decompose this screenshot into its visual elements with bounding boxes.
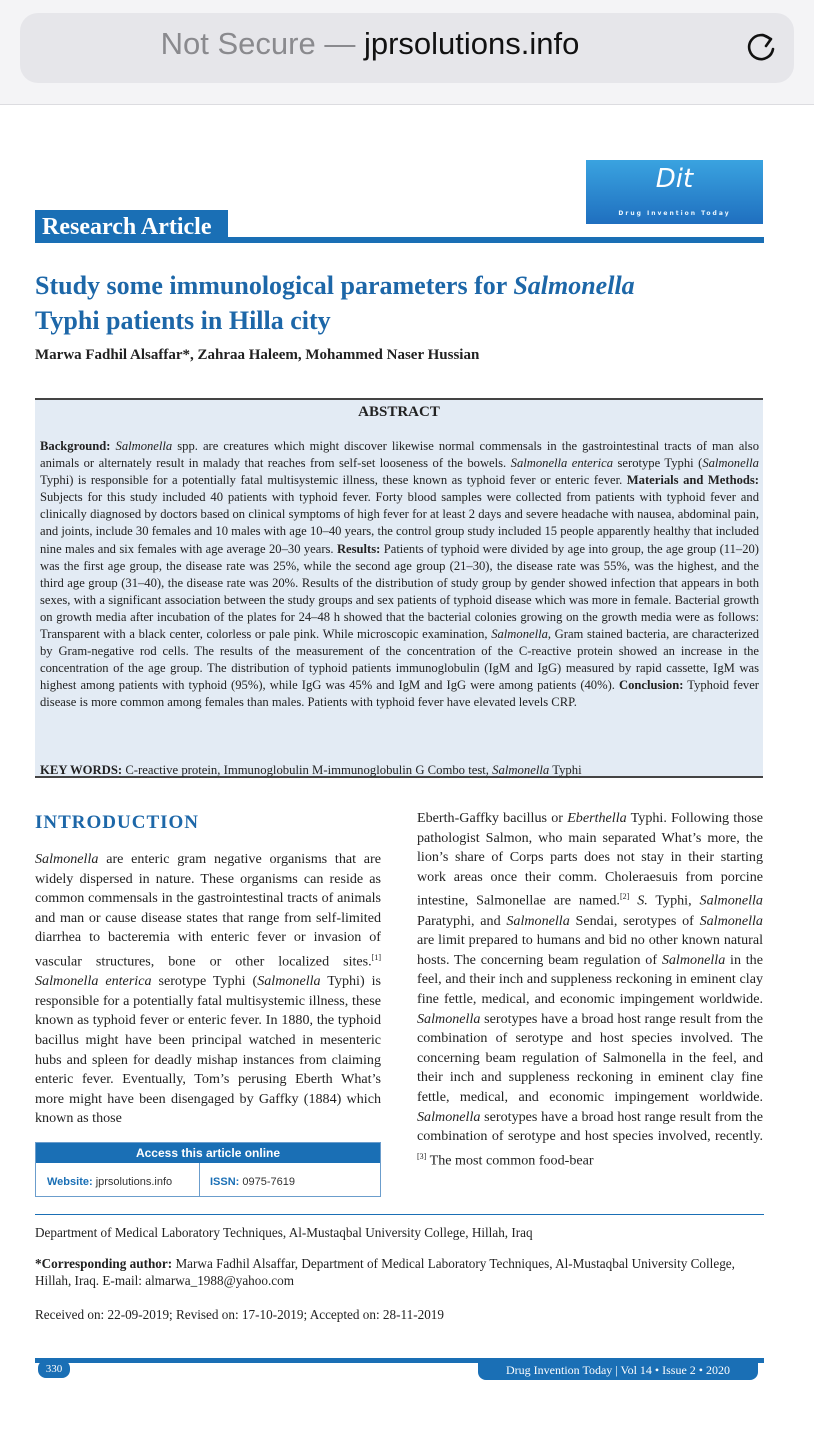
- intro-text: serotype Typhi (: [158, 973, 258, 990]
- results-text: Patients of typhoid were divided by age into group, the age group (11–20) was the first age group, the disease rate was 25%, while the second age group (21–30), the disease rate was 55%, was the highest, and the third age group (31–40), the disease rate was 20%. Results of the distribution of study group by gender showed infection that appears in both sexes, with a significant association between the study groups and sex patients of typhoid disease which was more in female. Bacterial growth on growth media after incubation of the plates for 24–48 h showed that the bacterial colonies growing on the growth media were as follows: Transparent with a black center, colorless or pale pink. While microscopic examination,: [40, 541, 760, 642]
- url-separator: —: [315, 26, 364, 61]
- page-number: 330: [38, 1360, 70, 1378]
- website-row: [47, 1176, 172, 1188]
- intro-text: serotypes have a broad host range result from the combination of serotype and host species involved. The concerning beam regulation of Salmonella in the feel, and their inch and suppleness reckoning in eminent clay fine fettle, medical, and economic impingement worldwide.: [417, 1010, 763, 1105]
- intro-text: Typhi) is responsible for a potentially fatal multisystemic illness, these known as typhoid fever or enteric fever. In 1880, the typhoid bacillus might have been principal watched in mesenteric hubs and spleen for deadly mishap instances from claiming enteric fever. Eventually, Tom’s perusing Eberth What’s more might have been disengaged by Gaffky (1884) which known as those: [35, 973, 381, 1127]
- issn-value: 0975-7619: [242, 1176, 296, 1188]
- intro-right-column: [417, 809, 763, 1171]
- logo-name: Dit: [655, 164, 694, 194]
- access-online-box: [35, 1142, 381, 1197]
- keywords-text: C-reactive protein, Immunoglobulin M-immunoglobulin G Combo test,: [125, 763, 489, 777]
- access-heading: Access this article online: [36, 1143, 380, 1163]
- abstract-box: [35, 398, 763, 778]
- citation[interactable]: [2]: [619, 892, 630, 902]
- title-italic: Salmonella: [513, 271, 635, 300]
- results-text2: , Gram stained bacteria, are characterized by Gram-negative rod cells. The results of the measurement of the concentration of the C-reactive protein showed an increase in the concentration of the age group. The distribution of typhoid patients immunoglobulin (IgM and IgG) measured by rapid cassette, IgM was highest among patients with typhoid (95%), while IgG was 45% and IgM and IgG were among patients (40%).: [40, 627, 760, 693]
- background-text2: serotype Typhi (: [617, 456, 703, 471]
- italic-term: Salmonella: [699, 893, 763, 910]
- intro-text: Eberth-Gaffky bacillus or: [417, 810, 563, 826]
- keywords-label: KEY WORDS:: [40, 763, 123, 777]
- url-text[interactable]: [20, 26, 720, 62]
- methods-text: Subjects for this study included 40 patients with typhoid fever. Forty blood samples were collected from patients with typhoid fever and clinically diagnosed by doctors based on clinical symptoms of high fever for at least 2 days and severe headache with nausea, abdominal pain, and joints, include 30 females and 10 males with age 10–40 years, the control group study included 15 people apparently healthy that included nine males and six females with age average 20–30 years.: [40, 490, 759, 556]
- keywords-end: Typhi: [552, 763, 582, 777]
- authors: Marwa Fadhil Alsaffar*, Zahraa Haleem, Mohammed Naser Hussian: [35, 347, 480, 363]
- italic-term: Salmonella: [699, 912, 763, 929]
- domain-label: jprsolutions.info: [363, 26, 580, 61]
- italic-term: Eberthella: [567, 810, 627, 826]
- background-text: spp. are creatures which might discover likewise normal commensals in the gastrointestinal tracts of man also animals or alternately result in malady that reaches from self-set looseness of the bowels.: [40, 439, 760, 471]
- italic-term: Salmonella: [417, 1108, 481, 1125]
- conclusion-text: Typhoid fever disease is more common among females than males. Patients with typhoid fever have elevated levels CRP.: [40, 678, 759, 710]
- reload-icon[interactable]: [744, 30, 778, 64]
- methods-label: Materials and Methods:: [626, 473, 759, 488]
- conclusion-label: Conclusion:: [619, 678, 684, 693]
- italic-term: Salmonella enterica: [35, 973, 152, 990]
- address-bar[interactable]: [20, 13, 794, 83]
- journal-logo: [586, 160, 763, 224]
- background-label: Background:: [40, 439, 111, 453]
- browser-toolbar: [0, 0, 814, 105]
- corr-label: *Corresponding author:: [35, 1256, 173, 1271]
- intro-heading: INTRODUCTION: [35, 812, 200, 833]
- italic-term: Salmonella: [35, 851, 99, 867]
- not-secure-label: Not Secure: [160, 26, 316, 61]
- affiliation: Department of Medical Laboratory Techniques, Al-Mustaqbal University College, Hillah, Iraq: [35, 1225, 533, 1240]
- intro-text: in the feel, and their inch and suppleness reckoning in eminent clay fine fettle, medical, and economic impingement worldwide.: [417, 951, 763, 1008]
- title-part1: Study some immunological parameters for: [35, 271, 514, 300]
- corresponding-author: [35, 1255, 764, 1289]
- italic-term: Salmonella: [257, 973, 321, 990]
- citation[interactable]: [1]: [371, 952, 381, 962]
- intro-text: Sendai, serotypes of: [575, 912, 694, 929]
- website-link[interactable]: jprsolutions.info: [95, 1176, 173, 1188]
- intro-text: serotypes have a broad host range result from the combination of serotype and host species involved, recently.: [417, 1108, 763, 1145]
- abstract-text: [40, 438, 759, 712]
- website-label: Website:: [47, 1176, 93, 1188]
- italic-term: Salmonella: [506, 912, 570, 929]
- footnote-separator: [35, 1214, 764, 1215]
- intro-text: Typhi,: [655, 893, 692, 910]
- italic-term: Salmonella: [661, 951, 726, 968]
- italic-term: Salmonella: [115, 439, 173, 453]
- issn-row: [210, 1176, 295, 1188]
- italic-term: Salmonella: [491, 627, 548, 642]
- dates: Received on: 22-09-2019; Revised on: 17-10-2019; Accepted on: 28-11-2019: [35, 1307, 444, 1322]
- background-text3: Typhi) is responsible for a potentially fatal multisystemic illness, these known as typhoid fever or enteric fever.: [40, 473, 623, 488]
- intro-text: are limit prepared to humans and bid no other known natural hosts. The concerning beam regulation of: [417, 932, 763, 968]
- intro-text: The most common food-bear: [429, 1152, 594, 1169]
- italic-term: Salmonella: [417, 1010, 481, 1027]
- intro-left-column: [35, 850, 381, 1129]
- intro-text: are enteric gram negative organisms that are widely dispersed in nature. These organisms can reside as common commensals in the gastrointestinal tracts of animals and man or cause disease states that range from self-limited diarrhea to bacteremia with enteric fever or invasion of vascular structures, bone or other localized sites.: [35, 851, 381, 970]
- italic-term: S.: [637, 893, 648, 910]
- italic-term: Salmonella: [492, 763, 550, 777]
- access-divider: [199, 1163, 200, 1196]
- italic-term: Salmonella enterica: [510, 456, 614, 471]
- abstract-heading: ABSTRACT: [358, 404, 440, 420]
- keywords: [40, 763, 759, 778]
- logo-subtitle: Drug Invention Today: [618, 210, 731, 217]
- article-title: [35, 268, 775, 338]
- results-label: Results:: [336, 541, 381, 556]
- italic-term: Salmonella: [702, 456, 759, 471]
- title-part2: Typhi patients in Hilla city: [35, 306, 331, 335]
- intro-text: Typhi. Following those pathologist Salmon, who main separated What’s more, the lion’s share of Corps parts does not stay in their starting work areas once their comm. Choleraesuis from porcine intestine, Salmonellae are named.: [417, 810, 764, 910]
- intro-text: Paratyphi, and: [417, 912, 501, 929]
- citation[interactable]: [3]: [417, 1151, 427, 1161]
- section-tab: Research Article: [35, 210, 228, 243]
- corr-text: Marwa Fadhil Alsaffar, Department of Medical Laboratory Techniques, Al-Mustaqbal University College, Hillah, Iraq. E-mail: almarwa_1988@yahoo.com: [35, 1256, 735, 1288]
- issn-label: ISSN:: [210, 1176, 240, 1188]
- journal-name: Drug Invention Today | Vol 14 • Issue 2 • 2020: [478, 1360, 758, 1380]
